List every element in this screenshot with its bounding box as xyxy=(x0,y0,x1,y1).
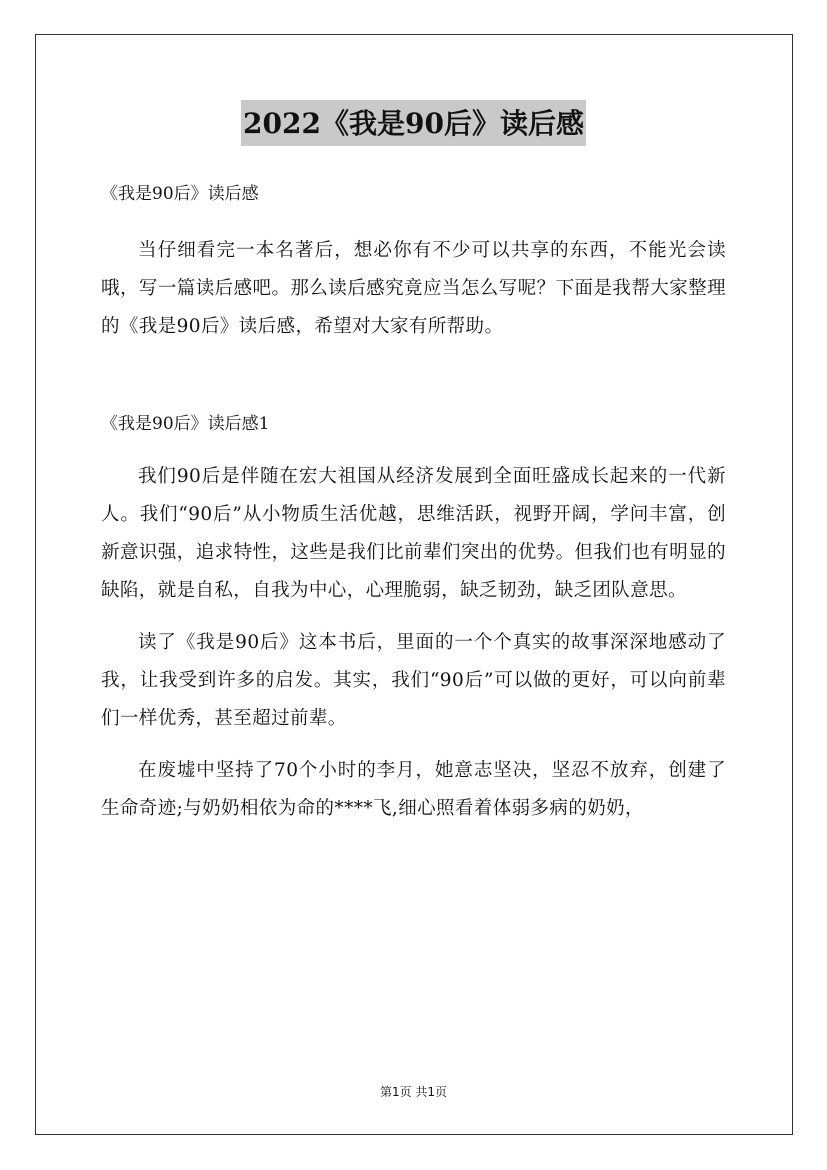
intro-paragraph: 当仔细看完一本名著后，想必你有不少可以共享的东西，不能光会读哦，写一篇读后感吧。那么读后感究竟应当怎么写呢？下面是我帮大家整理的《我是90后》读后感，希望对大家有所帮助。 xyxy=(101,240,726,337)
body-paragraph: 在废墟中坚持了70个小时的李月，她意志坚决，坚忍不放弃，创建了生命奇迹;与奶奶相依为命的****飞,细心照看着体弱多病的奶奶， xyxy=(101,760,726,819)
section-heading: 《我是90后》读后感1 xyxy=(101,414,270,434)
intro-heading: 《我是90后》读后感 xyxy=(101,184,259,204)
page-footer: 第1页 共1页 xyxy=(379,1085,448,1099)
body-paragraph: 我们90后是伴随在宏大祖国从经济发展到全面旺盛成长起来的一代新人。我们“90后”从小物质生活优越，思维活跃，视野开阔，学问丰富，创新意识强，追求特性，这些是我们比前辈们突出的优势。但我们也有明显的缺陷，就是自私，自我为中心，心理脆弱，缺乏韧劲，缺乏团队意思。 xyxy=(101,466,726,601)
document-title: 2022《我是90后》读后感 xyxy=(241,100,586,146)
title-container xyxy=(0,100,827,146)
document-body xyxy=(101,176,726,828)
body-paragraph: 读了《我是90后》这本书后，里面的一个个真实的故事深深地感动了我，让我受到许多的启发。其实，我们“90后”可以做的更好，可以向前辈们一样优秀，甚至超过前辈。 xyxy=(101,632,726,729)
